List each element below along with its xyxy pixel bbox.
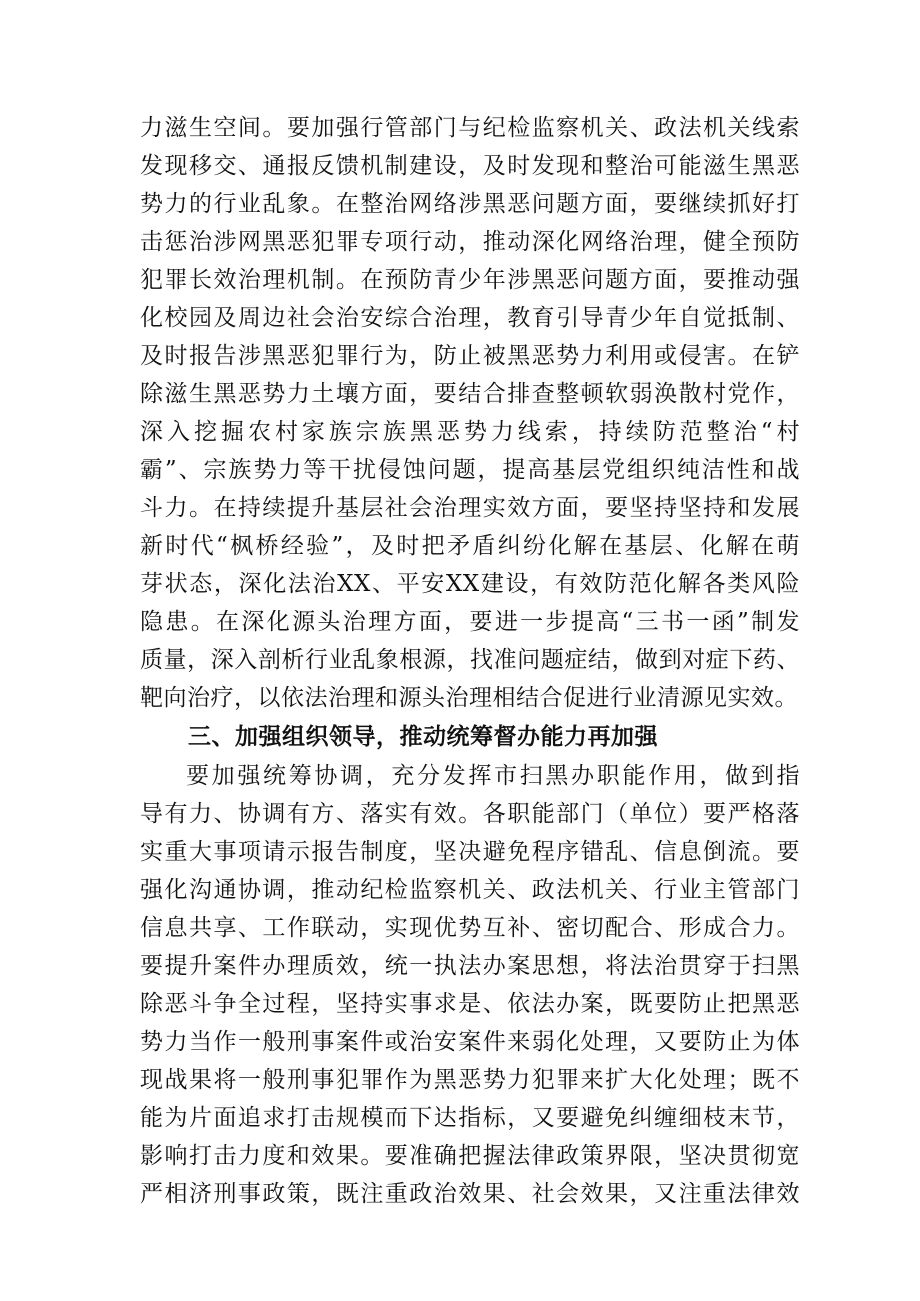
paragraph-line: 势力当作一般刑事案件或治安案件来弱化处理，又要防止为体: [140, 1029, 800, 1055]
paragraph-line: 犯罪长效治理机制。在预防青少年涉黑恶问题方面，要推动强: [140, 267, 800, 293]
paragraph-line: 及时报告涉黑恶犯罪行为，防止被黑恶势力利用或侵害。在铲: [140, 343, 800, 369]
paragraph-line: 除滋生黑恶势力土壤方面，要结合排查整顿软弱涣散村党作，: [140, 381, 800, 407]
paragraph-line: 要加强统筹协调，充分发挥市扫黑办职能作用，做到指: [186, 763, 800, 789]
paragraph-line: 芽状态，深化法治XX、平安XX建设，有效防范化解各类风险: [140, 571, 800, 597]
paragraph-line: 霸”、宗族势力等干扰侵蚀问题，提高基层党组织纯洁性和战: [140, 457, 800, 483]
paragraph-line: 深入挖掘农村家族宗族黑恶势力线索，持续防范整治“村: [140, 419, 800, 445]
paragraph-line: 要提升案件办理质效，统一执法办案思想，将法治贯穿于扫黑: [140, 953, 800, 979]
section-heading: 三、加强组织领导，推动统筹督办能力再加强: [188, 724, 658, 750]
paragraph-line: 影响打击力度和效果。要准确把握法律政策界限，坚决贯彻宽: [140, 1143, 800, 1169]
paragraph-line: 隐患。在深化源头治理方面，要进一步提高“三书一函”制发: [140, 609, 800, 635]
paragraph-line: 击惩治涉网黑恶犯罪专项行动，推动深化网络治理，健全预防: [140, 229, 800, 255]
paragraph-line: 质量，深入剖析行业乱象根源，找准问题症结，做到对症下药、: [140, 647, 800, 673]
paragraph-line: 信息共享、工作联动，实现优势互补、密切配合、形成合力。: [140, 915, 800, 941]
paragraph-line: 实重大事项请示报告制度，坚决避免程序错乱、信息倒流。要: [140, 839, 800, 865]
paragraph-line: 严相济刑事政策，既注重政治效果、社会效果，又注重法律效: [140, 1181, 800, 1207]
paragraph-line: 靶向治疗，以依法治理和源头治理相结合促进行业清源见实效。: [140, 685, 798, 711]
paragraph-line: 能为片面追求打击规模而下达指标，又要避免纠缠细枝末节，: [140, 1105, 800, 1131]
paragraph-line: 新时代“枫桥经验”，及时把矛盾纠纷化解在基层、化解在萌: [140, 533, 800, 559]
paragraph-line: 斗力。在持续提升基层社会治理实效方面，要坚持坚持和发展: [140, 495, 800, 521]
paragraph-line: 发现移交、通报反馈机制建设，及时发现和整治可能滋生黑恶: [140, 153, 800, 179]
paragraph-line: 势力的行业乱象。在整治网络涉黑恶问题方面，要继续抓好打: [140, 191, 800, 217]
paragraph-line: 现战果将一般刑事犯罪作为黑恶势力犯罪来扩大化处理；既不: [140, 1067, 800, 1093]
paragraph-line: 除恶斗争全过程，坚持实事求是、依法办案，既要防止把黑恶: [140, 991, 800, 1017]
paragraph-line: 力滋生空间。要加强行管部门与纪检监察机关、政法机关线索: [140, 115, 800, 141]
paragraph-line: 化校园及周边社会治安综合治理，教育引导青少年自觉抵制、: [140, 305, 800, 331]
paragraph-line: 导有力、协调有方、落实有效。各职能部门（单位）要严格落: [140, 801, 800, 827]
paragraph-line: 强化沟通协调，推动纪检监察机关、政法机关、行业主管部门: [140, 877, 800, 903]
